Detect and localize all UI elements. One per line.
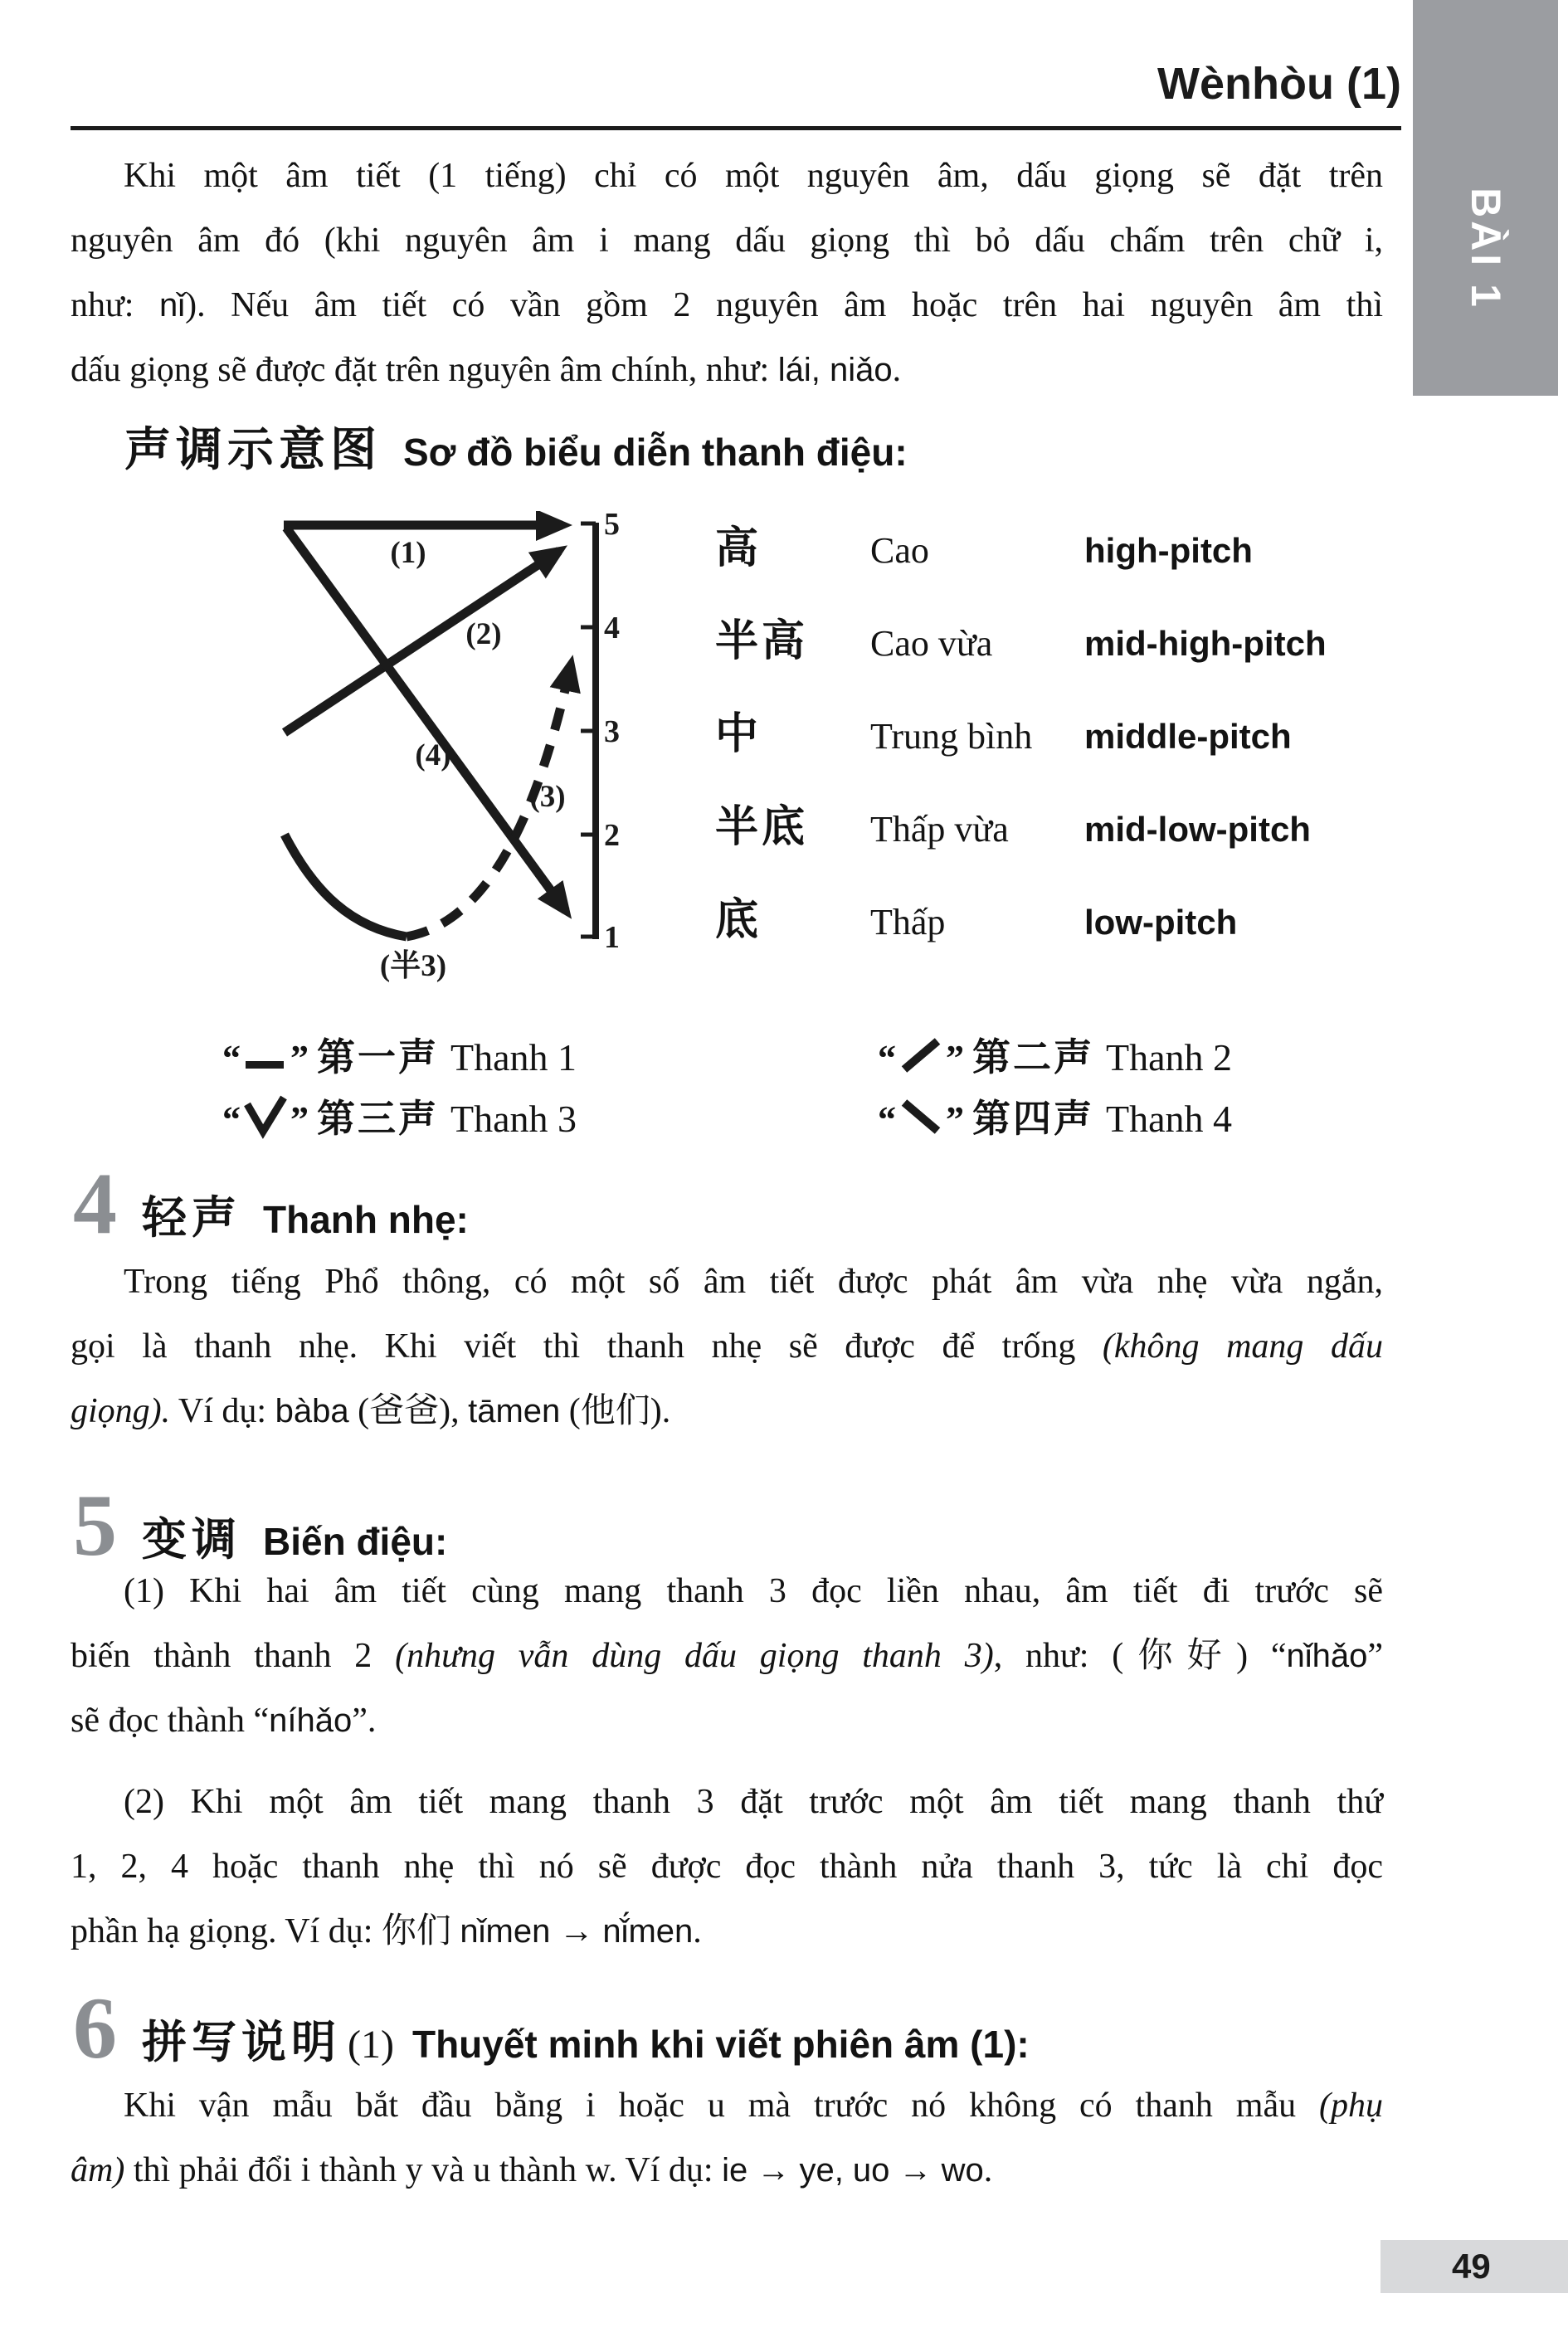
text-line xyxy=(71,1379,1383,1444)
text-run: âm) xyxy=(71,2151,125,2189)
section-number: 5 xyxy=(73,1477,117,1574)
text-run: 1, 2, 4 hoặc thanh nhẹ thì nó sẽ được đọc thành nửa thanh 3, tức là chỉ đọc xyxy=(71,1848,1383,1886)
text-run: dấu giọng sẽ được đặt trên nguyên âm chính, như: xyxy=(71,351,778,389)
legend-item-tone-4 xyxy=(878,1088,1232,1143)
text-run: tāmen xyxy=(468,1393,561,1429)
text-line xyxy=(71,1770,1383,1834)
text-run: ( xyxy=(560,1392,581,1430)
pitch-zh: 半高 xyxy=(715,618,809,665)
text-run: 你们 xyxy=(381,1912,451,1950)
pitch-row xyxy=(715,699,1327,791)
text-run: lái, niǎo xyxy=(777,352,893,388)
page-number: 49 xyxy=(1452,2247,1491,2286)
text-run: nguyên âm đó (khi nguyên âm i mang dấu giọng thì bỏ dấu chấm trên chữ i, xyxy=(71,222,1383,260)
section-5-heading xyxy=(73,1477,448,1574)
pitch-vi: Trung bình xyxy=(870,716,1033,757)
text-run: phần hạ giọng. Ví dụ: xyxy=(71,1912,382,1950)
text-line xyxy=(71,1249,1383,1314)
legend-zh: 第四声 xyxy=(972,1098,1094,1140)
tone-4-label: (4) xyxy=(415,738,451,772)
tone-3-mark-icon xyxy=(242,1093,289,1139)
text-line xyxy=(71,1834,1383,1899)
text-line xyxy=(71,273,1383,338)
text-run: níhǎo xyxy=(269,1702,353,1739)
text-run: ie → ye, uo → wo xyxy=(722,2152,984,2189)
tone-1-label: (1) xyxy=(390,536,426,570)
section-4-paragraph xyxy=(71,1249,1383,1444)
text-line xyxy=(71,2138,1383,2203)
pitch-scale-label-3: 3 xyxy=(604,714,620,749)
lesson-tab-label: BÀI 1 xyxy=(1462,187,1509,310)
text-run: ( xyxy=(348,1392,370,1430)
tone-1-mark-icon xyxy=(242,1031,289,1078)
half-tone-3-label: (半3) xyxy=(379,949,447,983)
tone-4-mark-icon xyxy=(898,1093,944,1139)
section-zh-title: 轻声 xyxy=(142,1193,241,1243)
pitch-zh: 高 xyxy=(715,525,762,572)
page-number-band xyxy=(1381,2240,1568,2293)
text-run: ”. xyxy=(352,1702,377,1740)
text-run: 爸爸 xyxy=(369,1392,440,1430)
legend-item-tone-2 xyxy=(878,1027,1232,1082)
pitch-zh: 中 xyxy=(715,711,762,758)
text-line xyxy=(71,1559,1383,1624)
text-run: 他们 xyxy=(580,1392,650,1430)
text-line xyxy=(71,1624,1383,1688)
text-run: nǐ́men xyxy=(602,1913,694,1950)
pitch-row xyxy=(715,513,1327,606)
legend-zh: 第三声 xyxy=(317,1098,439,1140)
text-run: . xyxy=(693,1912,702,1950)
text-line xyxy=(71,1314,1383,1379)
open-quote: “ xyxy=(878,1099,896,1140)
pitch-en: low-pitch xyxy=(1084,903,1238,942)
tone-4-line xyxy=(286,528,566,911)
text-run: , như: ( xyxy=(993,1637,1124,1675)
legend-zh: 第二声 xyxy=(972,1036,1094,1079)
tone-diagram-heading xyxy=(124,413,908,480)
text-run: (2) Khi một âm tiết mang thanh 3 đặt trước một âm tiết mang thanh thứ xyxy=(124,1783,1383,1821)
text-run: Trong tiếng Phổ thông, có một số âm tiết được phát âm vừa nhẹ vừa ngắn, xyxy=(124,1263,1383,1301)
text-run: Ví dụ: xyxy=(170,1392,275,1430)
pitch-row xyxy=(715,606,1327,699)
intro-paragraph xyxy=(71,144,1383,402)
tone-3-label: (3) xyxy=(529,780,566,814)
open-quote: “ xyxy=(222,1099,241,1140)
pitch-scale-label-2: 2 xyxy=(604,818,620,853)
text-run: . xyxy=(983,2151,993,2189)
section-zh-title: 变调 xyxy=(142,1515,241,1565)
text-run: ). Nếu âm tiết có vần gồm 2 nguyên âm hoặc trên hai nguyên âm thì xyxy=(185,286,1383,324)
text-line xyxy=(71,338,1383,402)
pitch-scale-label-1: 1 xyxy=(604,920,620,955)
tone-contour-diagram xyxy=(274,511,655,992)
text-run: ). xyxy=(650,1392,671,1430)
pitch-en: high-pitch xyxy=(1084,531,1253,570)
close-quote: ” xyxy=(290,1099,309,1140)
pitch-row xyxy=(715,884,1327,977)
text-run: sẽ đọc thành “ xyxy=(71,1702,270,1740)
section-5-paragraph-2 xyxy=(71,1770,1383,1964)
text-run: → xyxy=(550,1912,603,1950)
text-run: gọi là thanh nhẹ. Khi viết thì thanh nhẹ sẽ được để trống xyxy=(71,1327,1103,1366)
section-5-paragraph-1 xyxy=(71,1559,1383,1753)
legend-label: Thanh 2 xyxy=(1106,1036,1233,1079)
tone-2-label: (2) xyxy=(465,617,502,651)
text-run: ” xyxy=(1367,1637,1384,1675)
text-run: (nhưng vẫn dùng dấu giọng thanh 3) xyxy=(395,1637,994,1675)
pitch-vi: Cao vừa xyxy=(870,623,993,664)
text-line xyxy=(71,208,1383,273)
close-quote: ” xyxy=(946,1038,964,1079)
pitch-scale-label-4: 4 xyxy=(604,611,620,645)
text-run: nǐ xyxy=(159,287,186,324)
section-title: Thanh nhẹ: xyxy=(263,1198,469,1241)
open-quote: “ xyxy=(878,1038,896,1079)
section-zh-suffix: (1) xyxy=(348,2023,394,2067)
half-tone-3-curve xyxy=(285,835,407,937)
tone-2-mark-icon xyxy=(898,1031,944,1078)
section-title: Biến điệu: xyxy=(263,1520,448,1563)
text-run: Khi một âm tiết (1 tiếng) chỉ có một nguyên âm, dấu giọng sẽ đặt trên xyxy=(124,157,1383,195)
tone-diagram-heading-zh: 声调示意图 xyxy=(124,425,382,476)
page-title: Wènhòu (1) xyxy=(1157,59,1401,109)
pitch-scale-label-5: 5 xyxy=(604,511,620,542)
text-run: thì phải đổi i thành y và u thành w. Ví dụ: xyxy=(124,2151,723,2189)
text-run xyxy=(451,1912,460,1950)
pitch-en: mid-low-pitch xyxy=(1084,810,1311,849)
text-run: (không mang dấu xyxy=(1102,1327,1383,1366)
pitch-zh: 半底 xyxy=(715,804,809,851)
pitch-vi: Thấp xyxy=(870,902,946,942)
tone-diagram-heading-vi: Sơ đồ biểu diễn thanh điệu: xyxy=(403,431,908,474)
legend-label: Thanh 3 xyxy=(450,1098,577,1140)
lesson-side-tab xyxy=(1413,0,1558,396)
legend-zh: 第一声 xyxy=(317,1036,439,1079)
text-run: (phụ xyxy=(1319,2087,1383,2125)
pitch-en: mid-high-pitch xyxy=(1084,624,1327,663)
pitch-level-table xyxy=(715,513,1327,977)
close-quote: ” xyxy=(290,1038,309,1079)
legend-item-tone-3 xyxy=(222,1088,577,1143)
text-run: nǐhǎo xyxy=(1286,1638,1368,1674)
section-6-heading xyxy=(73,1979,1030,2077)
header-rule xyxy=(71,126,1401,130)
close-quote: ” xyxy=(946,1099,964,1140)
text-run: ) “ xyxy=(1236,1637,1287,1675)
pitch-zh: 底 xyxy=(715,897,762,944)
legend-label: Thanh 4 xyxy=(1106,1098,1233,1140)
section-4-heading xyxy=(73,1155,469,1252)
text-run: Khi vận mẫu bắt đầu bằng i hoặc u mà trước nó không có thanh mẫu xyxy=(124,2087,1319,2125)
text-run: như: xyxy=(71,286,159,324)
pitch-vi: Cao xyxy=(870,530,929,571)
section-zh-title: 拼写说明 xyxy=(142,2018,341,2067)
section-number: 6 xyxy=(73,1979,117,2077)
text-line xyxy=(71,2073,1383,2138)
text-run: ), xyxy=(439,1392,469,1430)
section-number: 4 xyxy=(73,1155,117,1252)
pitch-vi: Thấp vừa xyxy=(870,809,1009,850)
text-line xyxy=(71,144,1383,208)
pitch-en: middle-pitch xyxy=(1084,717,1292,756)
pitch-row xyxy=(715,791,1327,884)
legend-label: Thanh 1 xyxy=(450,1036,577,1079)
text-line xyxy=(71,1899,1383,1964)
section-6-paragraph xyxy=(71,2073,1383,2203)
text-run: bàba xyxy=(275,1393,349,1429)
text-run: (1) Khi hai âm tiết cùng mang thanh 3 đọc liền nhau, âm tiết đi trước sẽ xyxy=(124,1572,1383,1610)
legend-item-tone-1 xyxy=(222,1027,577,1082)
text-run: giọng). xyxy=(71,1392,171,1430)
open-quote: “ xyxy=(222,1038,241,1079)
text-run: biến thành thanh 2 xyxy=(71,1637,396,1675)
text-run: nǐmen xyxy=(460,1913,551,1950)
text-run: . xyxy=(892,351,902,389)
text-run: 你好 xyxy=(1123,1637,1237,1675)
text-line xyxy=(71,1688,1383,1753)
section-title: Thuyết minh khi viết phiên âm (1): xyxy=(411,2023,1030,2066)
